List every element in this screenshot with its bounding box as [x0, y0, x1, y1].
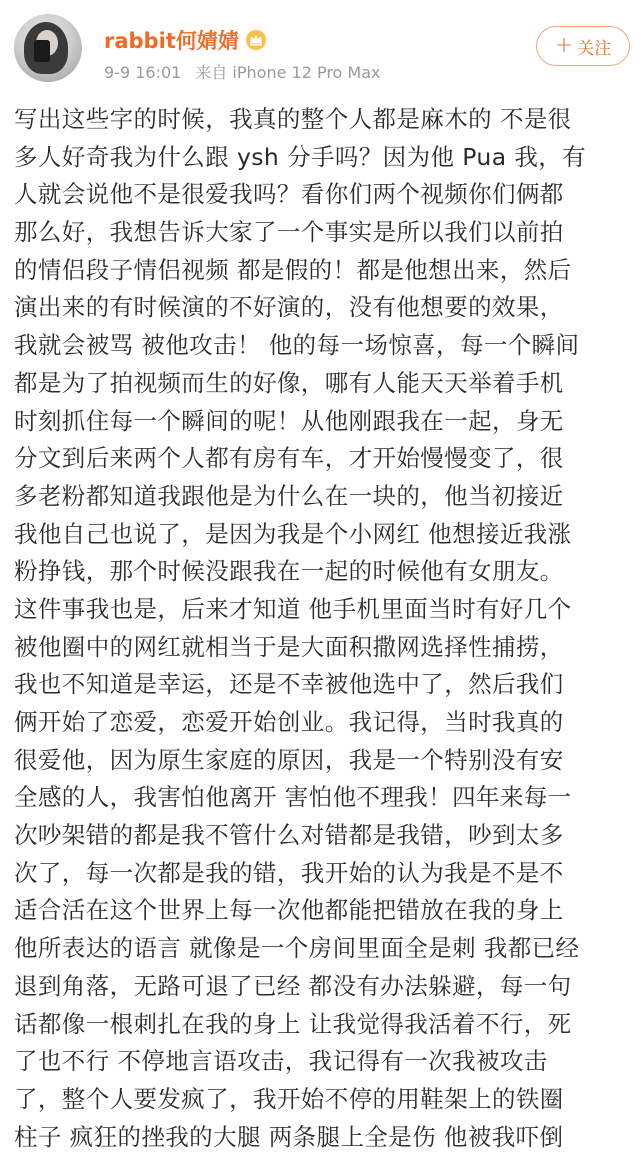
- post-line: 多人好奇我为什么跟 ysh 分手吗？因为他 Pua 我，有: [14, 142, 587, 171]
- crown-badge-icon: [245, 29, 267, 51]
- post-line: 那么好，我想告诉大家了一个事实是所以我们以前拍: [14, 218, 564, 247]
- post-line: 时刻抓住每一个瞬间的呢！从他刚跟我在一起，身无: [14, 406, 564, 435]
- post-line: 多老粉都知道我跟他是为什么在一块的，他当初接近: [14, 481, 564, 510]
- follow-label: 关注: [577, 38, 612, 59]
- follow-button[interactable]: [536, 26, 630, 66]
- username[interactable]: rabbit何婧婧: [104, 29, 239, 53]
- post-header: [0, 0, 640, 100]
- post-line: 这件事我也是，后来才知道 他手机里面当时有好几个: [14, 594, 572, 623]
- plus-icon: +: [554, 33, 574, 58]
- post-line: 了，整个人要发疯了，我开始不停的用鞋架上的铁圈: [14, 1084, 564, 1113]
- post-line: 很爱他，因为原生家庭的原因，我是一个特别没有安: [14, 745, 564, 774]
- post-line: 了也不行 不停地言语攻击，我记得有一次我被攻击: [14, 1047, 548, 1076]
- post-line: 次吵架错的都是我不管什么对错都是我错，吵到太多: [14, 821, 564, 850]
- avatar[interactable]: [14, 14, 82, 82]
- post-line: 柱子 疯狂的挫我的大腿 两条腿上全是伤 他被我吓倒: [14, 1122, 564, 1151]
- post-line: 粉挣钱，那个时候没跟我在一起的时候他有女朋友。: [14, 557, 564, 586]
- post-line: 退到角落，无路可退了已经 都没有办法躲避，每一句: [14, 971, 572, 1000]
- post-line: 话都像一根刺扎在我的身上 让我觉得我活着不行，死: [14, 1009, 572, 1038]
- post-line: 我就会被骂 被他攻击！ 他的每一场惊喜，每一个瞬间: [14, 331, 580, 360]
- post-timestamp: 9-9 16:01: [104, 63, 182, 82]
- username-row: [104, 26, 267, 54]
- post-source: 来自 iPhone 12 Pro Max: [195, 63, 381, 82]
- post-line: 全感的人，我害怕他离开 害怕他不理我！四年来每一: [14, 783, 572, 812]
- post-line: 被他圈中的网红就相当于是大面积撒网选择性捕捞，: [14, 632, 564, 661]
- post-line: 写出这些字的时候，我真的整个人都是麻木的 不是很: [14, 105, 572, 133]
- post-meta: [104, 60, 381, 83]
- post-line: 俩开始了恋爱，恋爱开始创业。我记得，当时我真的: [14, 708, 564, 736]
- post-line: 演出来的有时候演的不好演的，没有他想要的效果，: [14, 293, 564, 322]
- post-line: 我他自己也说了，是因为我是个小网红 他想接近我涨: [14, 519, 572, 548]
- post-line: 分文到后来两个人都有房有车，才开始慢慢变了，很: [14, 444, 564, 473]
- post-line: 次了，每一次都是我的错，我开始的认为我是不是不: [14, 858, 564, 887]
- post-line: 我也不知道是幸运，还是不幸被他选中了，然后我们: [14, 670, 564, 699]
- post-line: 人就会说他不是很爱我吗？看你们两个视频你们俩都: [14, 180, 564, 209]
- post-line: 他所表达的语言 就像是一个房间里面全是刺 我都已经: [14, 934, 580, 963]
- post-line: 的情侣段子情侣视频 都是假的！都是他想出来，然后: [14, 255, 572, 284]
- avatar-phone: [34, 40, 50, 62]
- post-line: 都是为了拍视频而生的好像，哪有人能天天举着手机: [14, 368, 564, 397]
- post-body: [14, 101, 630, 1156]
- post-line: 适合活在这个世界上每一次他都能把错放在我的身上: [14, 896, 564, 925]
